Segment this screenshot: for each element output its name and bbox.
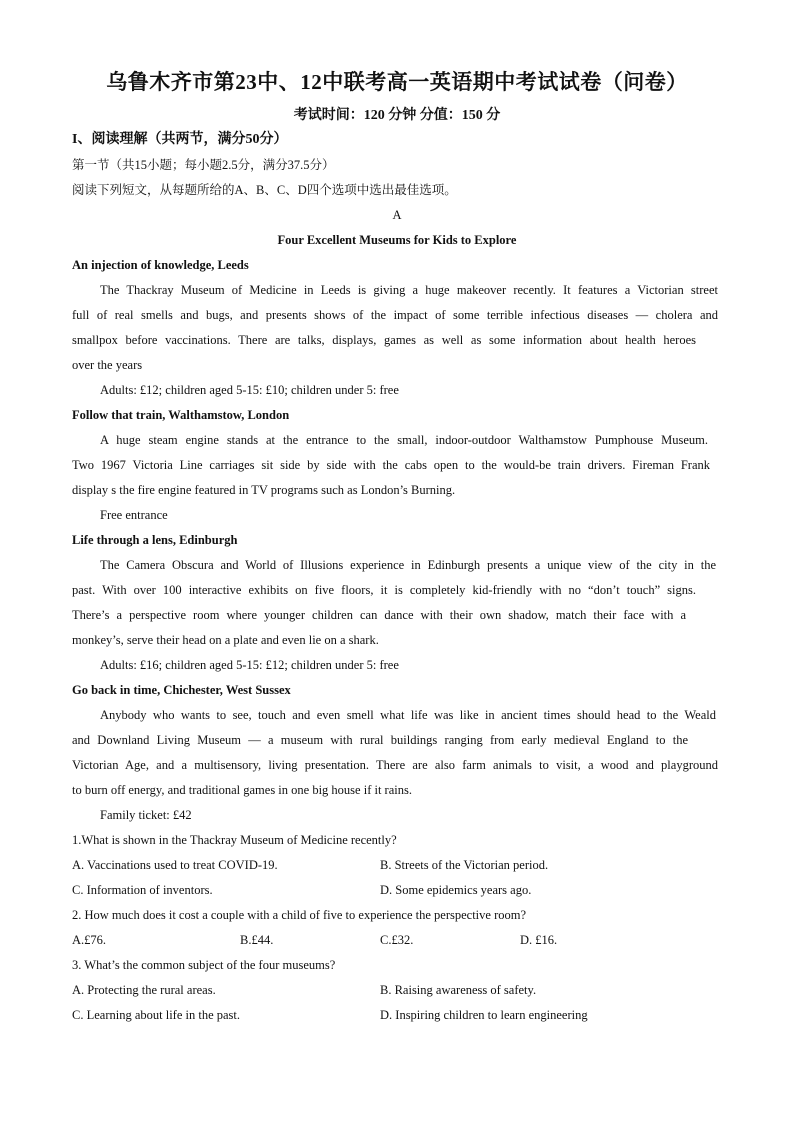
answer-option-b[interactable]: B. Raising awareness of safety. <box>380 983 537 997</box>
passage-letter: A <box>392 208 402 222</box>
paragraph-line: smallpox before vaccinations. There are talks, displays, games as well as some information about health heroes <box>72 333 696 347</box>
paragraph-line: over the years <box>72 358 143 372</box>
answer-option-a[interactable]: A.£76. <box>72 933 107 947</box>
paragraph-line: Two 1967 Victoria Line carriages sit side by side with the cabs open to the would-be train drivers. Fireman Frank <box>72 458 710 472</box>
answer-option-c[interactable]: C.£32. <box>380 933 414 947</box>
museum-heading: An injection of knowledge, Leeds <box>72 258 249 272</box>
paragraph-line: A huge steam engine stands at the entrance to the small, indoor-outdoor Walthamstow Pumphouse Museum. <box>100 433 708 447</box>
question-stem: 1.What is shown in the Thackray Museum of Medicine recently? <box>72 833 397 847</box>
answer-option-a[interactable]: A. Vaccinations used to treat COVID-19. <box>72 858 278 872</box>
paragraph-line: The Thackray Museum of Medicine in Leeds is giving a huge makeover recently. It features a Victorian street <box>100 283 718 297</box>
museum-price: Adults: £16; children aged 5-15: £12; children under 5: free <box>100 658 399 672</box>
paragraph-line: monkey’s, serve their head on a plate and even lie on a shark. <box>72 633 379 647</box>
question-stem: 2. How much does it cost a couple with a child of five to experience the perspective room? <box>72 908 527 922</box>
paragraph-line: to burn off energy, and traditional games in one big house if it rains. <box>72 783 412 797</box>
answer-option-b[interactable]: B.£44. <box>240 933 274 947</box>
answer-option-c[interactable]: C. Learning about life in the past. <box>72 1008 241 1022</box>
paragraph-line: display s the fire engine featured in TV programs such as London’s Burning. <box>72 483 456 497</box>
answer-option-d[interactable]: D. £16. <box>520 933 558 947</box>
museum-price: Family ticket: £42 <box>100 808 192 822</box>
paragraph-line: The Camera Obscura and World of Illusions experience in Edinburgh presents a unique view of the city in the <box>100 558 716 572</box>
answer-option-d[interactable]: D. Inspiring children to learn engineering <box>380 1008 588 1022</box>
page-title: 乌鲁木齐市第23中、12中联考高一英语期中考试试卷（问卷） <box>106 70 688 94</box>
passage-title: Four Excellent Museums for Kids to Explore <box>277 233 517 247</box>
paragraph-line: There’s a perspective room where younger children can dance with their own shadow, match their face with a <box>72 608 686 622</box>
section-part: 第一节（共15小题；每小题2.5分，满分37.5分） <box>72 158 335 172</box>
section-heading: I、阅读理解（共两节，满分50分） <box>72 132 288 147</box>
answer-option-a[interactable]: A. Protecting the rural areas. <box>72 983 216 997</box>
paragraph-line: and Downland Living Museum — a museum with rural buildings ranging from early medieval England to the <box>72 733 688 747</box>
paragraph-line: Anybody who wants to see, touch and even smell what life was like in ancient times should head to the Weald <box>100 708 716 722</box>
museum-price: Free entrance <box>100 508 168 522</box>
museum-price: Adults: £12; children aged 5-15: £10; children under 5: free <box>100 383 399 397</box>
section-instruction: 阅读下列短文，从每题所给的A、B、C、D四个选项中选出最佳选项。 <box>72 183 457 197</box>
answer-option-d[interactable]: D. Some epidemics years ago. <box>380 883 532 897</box>
answer-option-c[interactable]: C. Information of inventors. <box>72 883 213 897</box>
answer-option-b[interactable]: B. Streets of the Victorian period. <box>380 858 549 872</box>
museum-heading: Life through a lens, Edinburgh <box>72 533 238 547</box>
exam-info: 考试时间：120 分钟 分值：150 分 <box>293 108 501 123</box>
paragraph-line: full of real smells and bugs, and presents shows of the impact of some terrible infectious diseases — cholera and <box>72 308 718 322</box>
question-stem: 3. What’s the common subject of the four museums? <box>72 958 336 972</box>
paragraph-line: past. With over 100 interactive exhibits on five floors, it is completely kid-friendly with no “don’t touch” signs. <box>72 583 696 597</box>
paragraph-line: Victorian Age, and a multisensory, living presentation. There are also farm animals to visit, a wood and playground <box>72 758 718 772</box>
museum-heading: Follow that train, Walthamstow, London <box>72 408 290 422</box>
museum-heading: Go back in time, Chichester, West Sussex <box>72 683 291 697</box>
